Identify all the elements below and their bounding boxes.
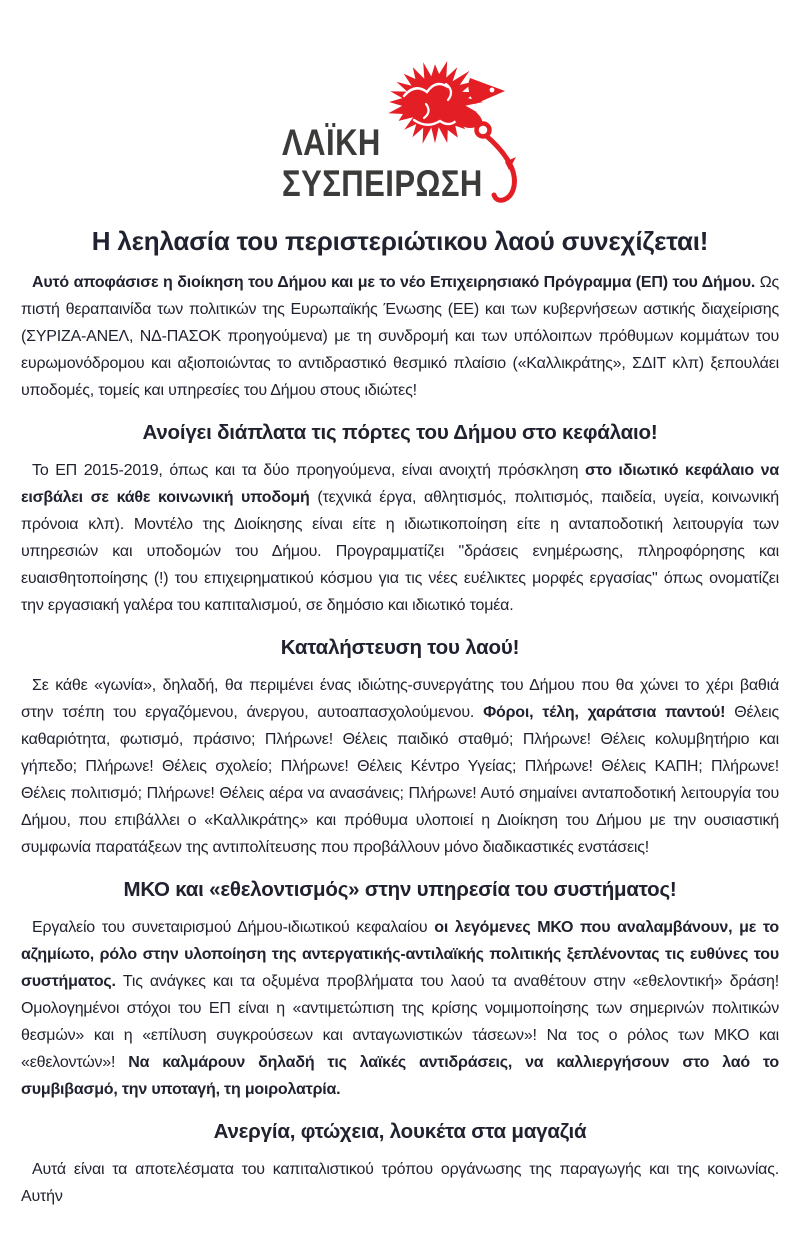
text-run: Αυτό αποφάσισε η διοίκηση του Δήμου και με το νέο Επιχειρησιακό Πρόγραμμα (ΕΠ) του Δήμου.: [32, 274, 760, 291]
text-run: Ως πιστή θεραπαινίδα των πολιτικών της Ευρωπαϊκής Ένωσης (ΕΕ) και των κυβερνήσεων αστικής διαχείρισης (ΣΥΡΙΖΑ-ΑΝΕΛ, ΝΔ-ΠΑΣΟΚ προηγούμενα) με τη συνδρομή και των υπόλοιπων πρόθυμων κομμάτων του ευρωμονόδρομου και αξιοποιώντας το αντιδραστικό θεσμικό πλαίσιο («Καλλικράτης», ΣΔΙΤ κλπ) ξεπουλάει υποδομές, τομείς και υπηρεσίες του Δήμου στους ιδιώτες!: [21, 274, 779, 399]
paragraph-intro: [21, 269, 779, 404]
text-run: Εργαλείο του συνεταιρισμού Δήμου-ιδιωτικού κεφαλαίου: [32, 919, 435, 936]
text-run: Τις ανάγκες και τα οξυμένα προβλήματα του λαού τα αναθέτουν στην «εθελοντική» δράση! Ομολογημένοι στόχοι του ΕΠ είναι η «αντιμετώπιση της κρίσης νομιμοποίησης των σημερινών πολιτικών θεσμών» και η «επίλυση συγκρούσεων και ανταγωνιστικών τάσεων»! Να τος ο ρόλος των ΜΚΟ και «εθελοντών»!: [21, 973, 779, 1071]
paragraph-unemployment: [21, 1156, 779, 1210]
section-heading-unemployment: Ανεργία, φτώχεια, λουκέτα στα μαγαζιά: [213, 1120, 587, 1143]
text-run: οι λεγόμενες ΜΚΟ που αναλαμβάνουν, με το αζημίωτο, ρόλο στην υλοποίηση της αντεργατικής-αντιλαϊκής πολιτικής ξεπλένοντας τις ευθύνες του συστήματος.: [21, 919, 779, 990]
laiki-syspeirosi-logo: [280, 60, 520, 210]
leaf-highlight: [490, 88, 495, 93]
text-run: (τεχνικά έργα, αθλητισμός, πολιτισμός, παιδεία, υγεία, κοινωνική πρόνοια κλπ). Μοντέλο της Διοίκησης είναι είτε η ιδιωτικοποίηση είτε η ανταποδοτική λειτουργία των υπηρεσιών και υποδομών του Δήμου. Προγραμματίζει ''δράσεις ενημέρωσης, πληροφόρησης και ευαισθητοποίησης (!) του επιχειρηματικού κόσμου για τις νέες ευέλικτες μορφές εργασίας'' όπως ονοματίζει την εργασιακή γαλέρα του καπιταλισμού, σε δημόσιο και ιδιωτικό τομέα.: [21, 489, 779, 614]
paragraph-capital: [21, 457, 779, 619]
paragraph-plunder: [21, 672, 779, 861]
page-title: Η λεηλασία του περιστεριώτικου λαού συνεχίζεται!: [91, 226, 709, 256]
section-heading-ngo: ΜΚΟ και «εθελοντισμός» στην υπηρεσία του συστήματος!: [123, 878, 677, 901]
text-run: Σε κάθε «γωνία», δηλαδή, θα περιμένει ένας ιδιώτης-συνεργάτης του Δήμου που θα χώνει το χέρι βαθιά στην τσέπη του εργαζόμενου, άνεργου, αυτοαπασχολούμενου.: [21, 677, 779, 721]
text-run: Να καλμάρουν δηλαδή τις λαϊκές αντιδράσεις, να καλλιεργήσουν στο λαό το συμβιβασμό, την υποταγή, τη μοιρολατρία.: [21, 1054, 779, 1098]
text-run: Φόροι, τέλη, χαράτσια παντού!: [483, 704, 726, 721]
logo-wordmark: [282, 122, 483, 204]
text-run: Αυτά είναι τα αποτελέσματα του καπιταλιστικού τρόπου οργάνωσης της παραγωγής και της κοινωνίας. Αυτήν: [21, 1161, 779, 1205]
section-heading-capital: Ανοίγει διάπλατα τις πόρτες του Δήμου στο κεφάλαιο!: [142, 421, 658, 444]
text-run: Το ΕΠ 2015-2019, όπως και τα δύο προηγούμενα, είναι ανοιχτή πρόσκληση: [32, 462, 586, 479]
section-heading-plunder: Καταλήστευση του λαού!: [280, 636, 520, 659]
paragraph-ngo: [21, 914, 779, 1103]
document-body: [0, 269, 800, 1210]
text-run: Θέλεις καθαριότητα, φωτισμό, πράσινο; Πλήρωνε! Θέλεις παιδικό σταθμό; Πλήρωνε! Θέλεις κολυμβητήριο και γήπεδο; Πλήρωνε! Θέλεις σχολείο; Πλήρωνε! Θέλεις Κέντρο Υγείας; Πλήρωνε! Θέλεις ΚΑΠΗ; Πλήρωνε! Θέλεις πολιτισμό; Πλήρωνε! Θέλεις αέρα να ανασάνεις; Πλήρωνε! Αυτό σημαίνει ανταποδοτική λειτουργία του Δήμου, που επιβάλλει ο «Καλλικράτης» και πρόθυμα υλοποιεί η Διοίκηση του Δήμου με την ουσιαστική συμφωνία παρατάξεων της αντιπολίτευσης που προβάλλουν μόνο διαδικαστικές ενστάσεις!: [21, 704, 779, 856]
logo-line-1: ΛΑΪΚΗ: [282, 122, 381, 163]
text-run: στο ιδιωτικό κεφάλαιο να εισβάλει σε κάθε κοινωνική υποδομή: [21, 462, 779, 506]
logo-line-2: ΣΥΣΠΕΙΡΩΣΗ: [282, 163, 483, 204]
